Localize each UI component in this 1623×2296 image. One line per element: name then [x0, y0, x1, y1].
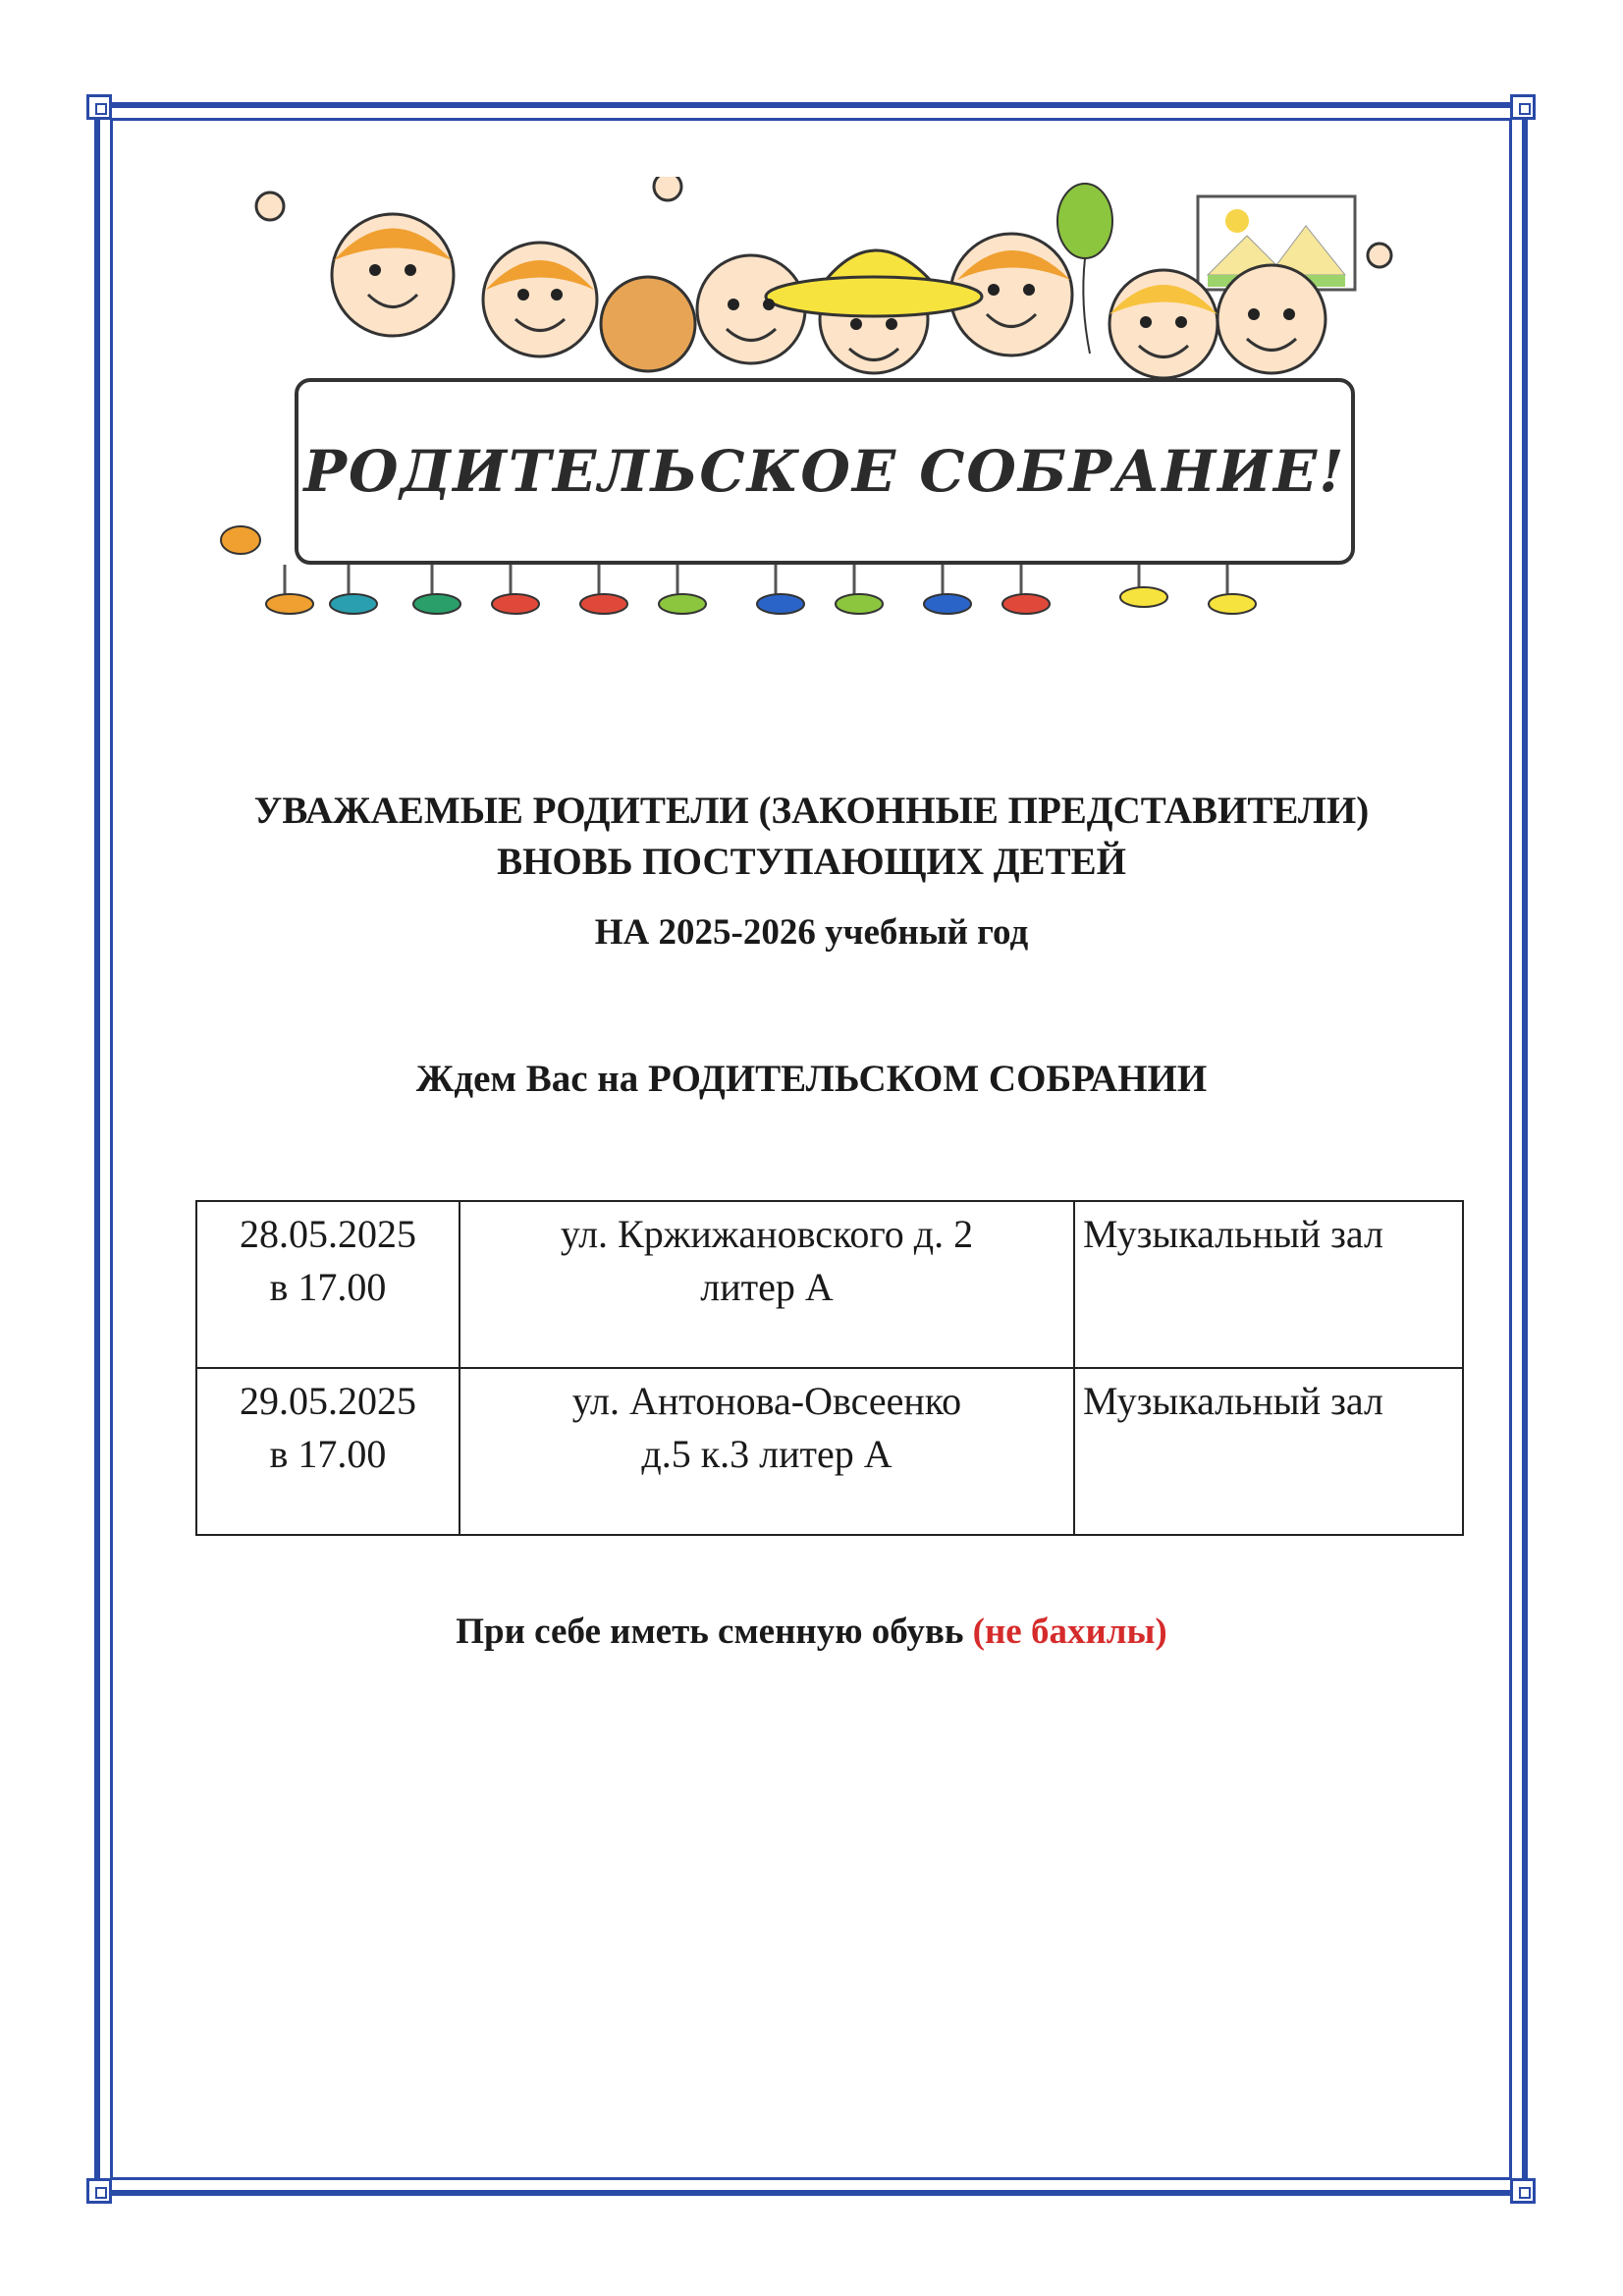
addressee-heading	[137, 786, 1486, 888]
meeting-time: в 17.00	[269, 1432, 387, 1476]
address-cell	[460, 1201, 1074, 1368]
corner-ornament	[1510, 94, 1536, 120]
table-row	[196, 1368, 1463, 1535]
address-line: ул. Антонова-Овсеенко	[571, 1379, 962, 1423]
meeting-time: в 17.00	[269, 1265, 387, 1309]
room-cell: Музыкальный зал	[1074, 1368, 1463, 1535]
heading-line: ВНОВЬ ПОСТУПАЮЩИХ ДЕТЕЙ	[497, 841, 1126, 883]
table-row	[196, 1201, 1463, 1368]
invitation-text: Ждем Вас на РОДИТЕЛЬСКОМ СОБРАНИИ	[415, 1058, 1208, 1100]
address-line: д.5 к.3 литер А	[641, 1432, 893, 1476]
corner-ornament	[86, 2178, 112, 2204]
meeting-date: 28.05.2025	[240, 1212, 416, 1256]
note-highlight: (не бахилы)	[972, 1612, 1167, 1652]
room-cell: Музыкальный зал	[1074, 1201, 1463, 1368]
corner-ornament	[86, 94, 112, 120]
banner	[295, 378, 1355, 565]
banner-title: РОДИТЕЛЬСКОЕ СОБРАНИЕ!	[303, 438, 1346, 505]
school-year: НА 2025-2026 учебный год	[594, 912, 1029, 953]
heading-line: УВАЖАЕМЫЕ РОДИТЕЛИ (ЗАКОННЫЕ ПРЕДСТАВИТЕЛИ)	[253, 790, 1370, 832]
shoe-note	[137, 1611, 1486, 1653]
date-cell	[196, 1368, 460, 1535]
date-cell	[196, 1201, 460, 1368]
note-text: При себе иметь сменную обувь	[456, 1612, 964, 1652]
meeting-schedule-table	[195, 1200, 1464, 1536]
meeting-date: 29.05.2025	[240, 1379, 416, 1423]
address-cell	[460, 1368, 1074, 1535]
address-line: литер А	[700, 1265, 834, 1309]
address-line: ул. Кржижановского д. 2	[560, 1212, 974, 1256]
corner-ornament	[1510, 2178, 1536, 2204]
